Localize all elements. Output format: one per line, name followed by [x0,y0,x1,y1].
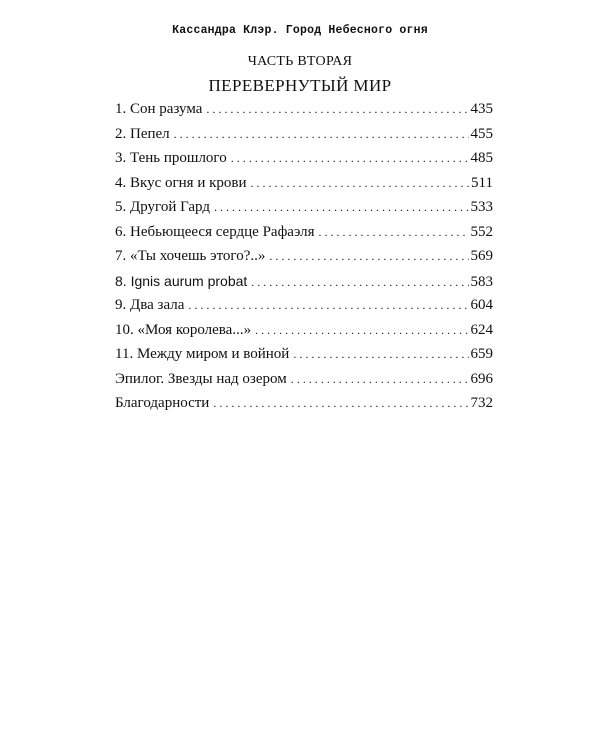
toc-entry-page: 604 [470,297,493,313]
toc-dot-leader [174,122,469,147]
toc-entry [115,97,493,122]
toc-dot-leader [293,342,468,367]
toc-entry-title: 8. Ignis aurum probat [115,272,248,289]
toc-entry-page: 485 [470,150,493,166]
toc-entry [115,122,493,147]
toc-entry-title: 1. Сон разума [115,101,203,117]
toc-entry-page: 732 [470,395,493,411]
toc-entry-page: 511 [471,174,493,191]
toc-dot-leader [291,367,469,392]
toc-dot-leader [319,220,469,245]
toc-entry-page: 552 [470,223,493,240]
part-title: ПЕРЕВЕРНУТЫЙ МИР [208,76,392,95]
toc-entry-page: 455 [470,125,493,142]
running-header: Кассандра Клэр. Город Небесного огня [172,24,428,37]
toc-entry-title: 11. Между миром и войной [115,346,290,362]
toc-entry [115,342,493,367]
toc-dot-leader [206,97,468,122]
toc-entry-title: 3. Тень прошлого [115,150,227,166]
toc-entry-page: 583 [470,273,493,290]
toc-entry-title: 6. Небьющееся сердце Рафаэля [115,223,315,240]
toc-entry-title: Эпилог. Звезды над озером [115,370,287,387]
toc-entry [115,293,493,318]
toc-entry [115,220,493,245]
toc-entry [115,367,493,392]
toc-entry-page: 624 [470,321,493,338]
toc-dot-leader [251,270,468,295]
toc-entry-title: 7. «Ты хочешь этого?..» [115,248,266,264]
toc-dot-leader [269,244,468,269]
toc-entry-page: 569 [470,248,493,264]
toc-entry-title: Благодарности [115,395,210,411]
toc-entry [115,244,493,269]
toc-dot-leader [231,146,469,171]
toc-entry-title: 9. Два зала [115,297,185,313]
toc-entry [115,391,493,416]
toc-entry [115,318,493,343]
toc-entry [115,195,493,220]
toc-entry-page: 696 [470,370,493,387]
toc-entry-page: 659 [470,346,493,362]
toc-entry [115,171,493,196]
toc-entry-title: 2. Пепел [115,125,170,142]
toc-dot-leader [251,171,470,196]
part-label: ЧАСТЬ ВТОРАЯ [247,54,353,69]
toc-entry-page: 435 [470,101,493,117]
toc-entry-page: 533 [470,199,493,215]
toc-entry-title: 4. Вкус огня и крови [115,174,247,191]
toc-entry [115,146,493,171]
toc-dot-leader [213,391,468,416]
toc-dot-leader [214,195,469,220]
toc-dot-leader [255,318,468,343]
toc-entry-title: 5. Другой Гард [115,199,210,215]
toc-entry [115,269,493,294]
toc-entry-title: 10. «Моя королева...» [115,321,252,338]
toc-dot-leader [188,293,468,318]
table-of-contents [115,97,493,416]
